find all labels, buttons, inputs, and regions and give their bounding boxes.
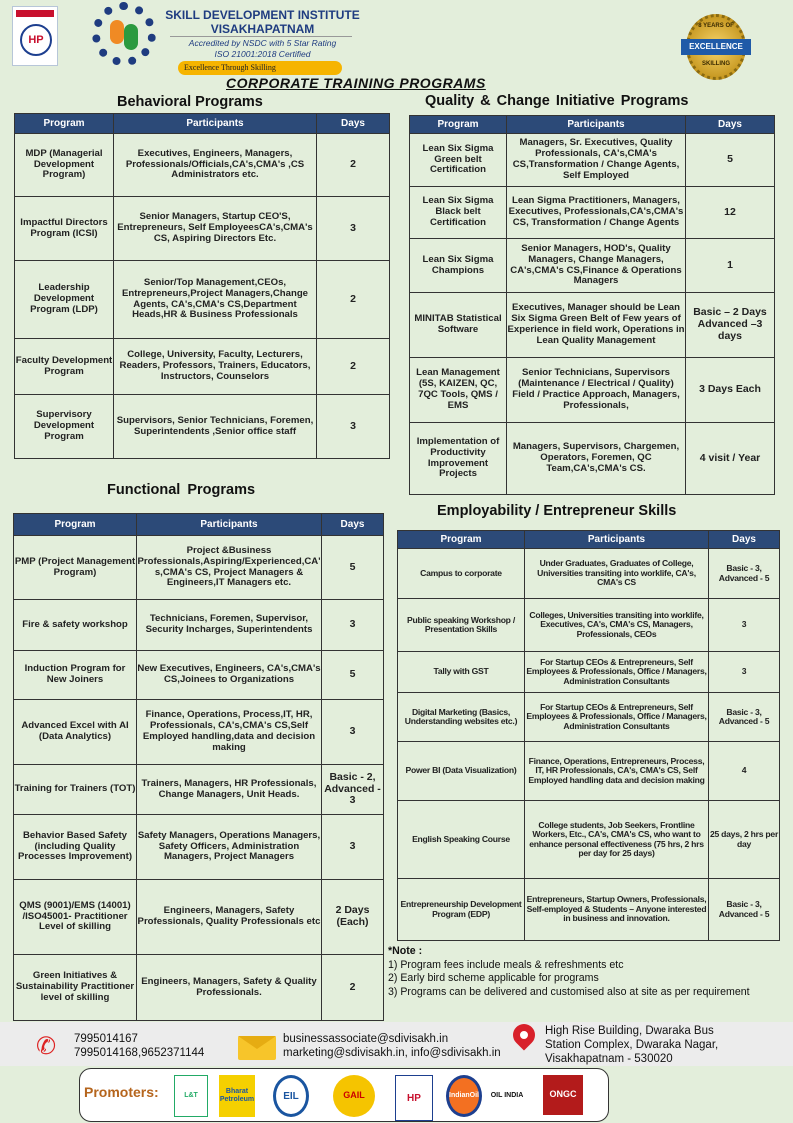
program-cell: English Speaking Course [398, 801, 525, 879]
participants-cell: For Startup CEOs & Entrepreneurs, Self Employees & Professionals, Office / Managers, Administration Consultants [525, 693, 709, 742]
program-cell: Green Initiatives & Sustainability Practitioner level of skilling [14, 955, 137, 1021]
days-cell: 3 [322, 700, 384, 765]
days-cell: 1 [686, 239, 775, 293]
program-cell: Tally with GST [398, 652, 525, 693]
program-cell: Fire & safety workshop [14, 600, 137, 651]
program-cell: Lean Six Sigma Green belt Certification [410, 134, 507, 187]
participants-cell: Under Graduates, Graduates of College, Universities transiting into worklife, CA's, CMA's CS [525, 549, 709, 599]
quality-table [409, 115, 775, 495]
mail-icon [238, 1036, 276, 1060]
column-header-participants: Participants [137, 514, 322, 536]
days-cell: 5 [686, 134, 775, 187]
column-header-days: Days [709, 531, 780, 549]
behavioral-title: Behavioral Programs [117, 94, 263, 110]
program-cell: Public speaking Workshop / Presentation Skills [398, 599, 525, 652]
functional-table [13, 513, 384, 1021]
program-cell: Lean Management (5S, KAIZEN, QC, 7QC Tools, QMS / EMS [410, 358, 507, 423]
participants-cell: Technicians, Foremen, Supervisor, Security Incharges, Superintendents [137, 600, 322, 651]
phone-numbers [74, 1032, 204, 1060]
tagline: Excellence Through Skilling [178, 61, 342, 75]
days-cell: 2 [317, 134, 390, 197]
days-cell: 3 [317, 395, 390, 459]
participants-cell: Trainers, Managers, HR Professionals, Change Managers, Unit Heads. [137, 765, 322, 815]
days-cell: 2 [317, 339, 390, 395]
days-cell: 3 Days Each [686, 358, 775, 423]
notes [388, 945, 790, 999]
hp-logo: HP [12, 6, 58, 66]
org-city: VISAKHAPATNAM [210, 22, 315, 36]
column-header-participants: Participants [507, 116, 686, 134]
table-row [15, 197, 390, 261]
behavioral-table [14, 113, 390, 459]
days-cell: Basic – 2 Days Advanced –3 days [686, 293, 775, 358]
table-row [14, 700, 384, 765]
column-header-program: Program [14, 514, 137, 536]
table-row [410, 187, 775, 239]
participants-cell: Finance, Operations, Process,IT, HR, Professionals, CA's,CMA's CS,Self Employed handling,data and decision making [137, 700, 322, 765]
participants-cell: Project &Business Professionals,Aspiring/Experienced,CA's,CMA's CS, Project Managers & Engineers,IT Managers etc. [137, 536, 322, 600]
table-row [410, 358, 775, 423]
employability-table [397, 530, 780, 941]
promoters-label: Promoters: [84, 1084, 159, 1100]
days-cell: 5 [322, 536, 384, 600]
days-cell: 3 [322, 815, 384, 880]
accreditation: Accredited by NSDC with 5 Star Rating [188, 38, 337, 48]
table-row [15, 134, 390, 197]
table-row [15, 339, 390, 395]
column-header-days: Days [317, 114, 390, 134]
table-row [398, 801, 780, 879]
excellence-badge: 8 YEARS OF EXCELLENCE SKILLING [686, 14, 746, 80]
oil-india-logo: OIL INDIA [490, 1092, 524, 1100]
days-cell: Basic - 2, Advanced - 3 [322, 765, 384, 815]
participants-cell: College, University, Faculty, Lecturers, Readers, Professors, Trainers, Educators, Instructors, Counselors [114, 339, 317, 395]
column-header-participants: Participants [114, 114, 317, 134]
program-cell: Induction Program for New Joiners [14, 651, 137, 700]
table-row [14, 815, 384, 880]
quality-title: Quality & Change Initiative Programs [425, 93, 689, 109]
table-row [14, 651, 384, 700]
participants-cell: Senior Managers, Startup CEO'S, Entrepreneurs, Self EmployeesCA's,CMA's CS, Aspiring Directors Etc. [114, 197, 317, 261]
table-row [15, 395, 390, 459]
notes-heading: *Note : [388, 945, 423, 957]
program-cell: Supervisory Development Program [15, 395, 114, 459]
participants-cell: Engineers, Managers, Safety & Quality Professionals. [137, 955, 322, 1021]
phone-link[interactable]: 7995014168,9652371144 [74, 1047, 205, 1059]
phone-icon: ✆ [36, 1033, 57, 1060]
table-row [15, 261, 390, 339]
days-cell: 3 [317, 197, 390, 261]
column-header-program: Program [410, 116, 507, 134]
note-item: 2) Early bird scheme applicable for programs [388, 972, 599, 984]
participants-cell: College students, Job Seekers, Frontline Workers, Etc., CA's, CMA's CS, who want to enhance personal effectiveness (75 hrs, 2 hrs per day for 25 days) [525, 801, 709, 879]
days-cell: 3 [709, 599, 780, 652]
table-row [14, 880, 384, 955]
ongc-logo: ONGC [543, 1075, 583, 1115]
note-item: 3) Programs can be delivered and customised also at site as per requirement [388, 985, 750, 998]
address-line: Visakhapatnam - 530020 [545, 1053, 673, 1065]
participants-cell: Executives, Engineers, Managers, Professionals/Officials,CA's,CMA's ,CS Administrators etc. [114, 134, 317, 197]
program-cell: Campus to corporate [398, 549, 525, 599]
table-row [14, 765, 384, 815]
program-cell: Lean Six Sigma Black belt Certification [410, 187, 507, 239]
participants-cell: Supervisors, Senior Technicians, Foremen, Superintendents ,Senior office staff [114, 395, 317, 459]
participants-cell: Finance, Operations, Entrepreneurs, Process, IT, HR Professionals, CA's, CMA's CS, Self Employed handling data and decision making [525, 742, 709, 801]
note-item: 1) Program fees include meals & refreshments etc [388, 958, 624, 971]
participants-cell: Senior Managers, HOD's, Quality Managers, Change Managers, CA's,CMA's CS,Finance & Operations Managers [507, 239, 686, 293]
table-row [410, 423, 775, 495]
program-cell: Digital Marketing (Basics, Understanding websites etc.) [398, 693, 525, 742]
participants-cell: Lean Sigma Practitioners, Managers, Executives, Professionals,CA's,CMA's CS, Transformation / Change Agents [507, 187, 686, 239]
table-row [398, 652, 780, 693]
hp-promoter-logo: HP [395, 1075, 433, 1121]
page-title: CORPORATE TRAINING PROGRAMS [226, 75, 486, 91]
days-cell: 3 [709, 652, 780, 693]
participants-cell: Engineers, Managers, Safety Professionals, Quality Professionals etc [137, 880, 322, 955]
program-cell: PMP (Project Management Program) [14, 536, 137, 600]
column-header-days: Days [322, 514, 384, 536]
lt-logo: L&T [174, 1075, 208, 1117]
days-cell: 4 visit / Year [686, 423, 775, 495]
participants-cell: Managers, Supervisors, Chargemen, Operators, Foremen, QC Team,CA's,CMA's CS. [507, 423, 686, 495]
participants-cell: Entrepreneurs, Startup Owners, Professionals, Self-employed & Students – Anyone interested in business and innovation. [525, 879, 709, 941]
days-cell: 2 [322, 955, 384, 1021]
days-cell: 2 Days (Each) [322, 880, 384, 955]
program-cell: Lean Six Sigma Champions [410, 239, 507, 293]
program-cell: Advanced Excel with AI (Data Analytics) [14, 700, 137, 765]
column-header-program: Program [15, 114, 114, 134]
email-link[interactable]: businessassociate@sdivisakh.in [283, 1033, 449, 1045]
days-cell: Basic - 3, Advanced - 5 [709, 879, 780, 941]
participants-cell: Managers, Sr. Executives, Quality Professionals, CA's,CMA's CS,Transformation / Change Agents, Self Employed [507, 134, 686, 187]
table-header [398, 531, 780, 549]
address-line: High Rise Building, Dwaraka Bus [545, 1025, 714, 1037]
org-name: SKILL DEVELOPMENT INSTITUTE [165, 8, 360, 22]
program-cell: Impactful Directors Program (ICSI) [15, 197, 114, 261]
days-cell: 12 [686, 187, 775, 239]
participants-cell: Colleges, Universities transiting into worklife, Executives, CA's, CMA's CS, Managers, Professionals, CEOs [525, 599, 709, 652]
program-cell: MINITAB Statistical Software [410, 293, 507, 358]
address [545, 1024, 745, 1066]
sdi-logo [92, 2, 156, 66]
table-header [15, 114, 390, 134]
email-link[interactable]: marketing@sdivisakh.in, info@sdivisakh.in [283, 1047, 501, 1059]
program-cell: Entrepreneurship Development Program (EDP) [398, 879, 525, 941]
program-cell: Implementation of Productivity Improvement Projects [410, 423, 507, 495]
table-row [14, 536, 384, 600]
table-row [14, 955, 384, 1021]
table-row [398, 742, 780, 801]
emails [283, 1032, 501, 1060]
table-header [410, 116, 775, 134]
days-cell: Basic - 3, Advanced - 5 [709, 549, 780, 599]
participants-cell: Executives, Manager should be Lean Six Sigma Green Belt of Few years of Experience in field work, Operations in Lean Quality Management [507, 293, 686, 358]
employability-title: Employability / Entrepreneur Skills [437, 503, 677, 519]
participants-cell: Senior Technicians, Supervisors (Maintenance / Electrical / Quality) Field / Practice Approach, Managers, Professionals, [507, 358, 686, 423]
program-cell: QMS (9001)/EMS (14001) /ISO45001- Practitioner Level of skilling [14, 880, 137, 955]
column-header-participants: Participants [525, 531, 709, 549]
participants-cell: New Executives, Engineers, CA's,CMA's CS,Joinees to Organizations [137, 651, 322, 700]
days-cell: 3 [322, 600, 384, 651]
days-cell: 25 days, 2 hrs per day [709, 801, 780, 879]
bpcl-logo: Bharat Petroleum [219, 1075, 255, 1117]
column-header-program: Program [398, 531, 525, 549]
days-cell: 4 [709, 742, 780, 801]
table-row [410, 134, 775, 187]
table-row [398, 693, 780, 742]
divider [170, 36, 352, 37]
functional-title: Functional Programs [107, 482, 256, 498]
address-line: Station Complex, Dwaraka Nagar, [545, 1039, 719, 1051]
table-header [14, 514, 384, 536]
program-cell: Training for Trainers (TOT) [14, 765, 137, 815]
gail-logo: GAIL [333, 1075, 375, 1117]
indianoil-logo: IndianOil [446, 1075, 482, 1117]
program-cell: Faculty Development Program [15, 339, 114, 395]
iso-certification: ISO 21001:2018 Certified [214, 49, 311, 59]
eil-logo: EIL [273, 1075, 309, 1117]
phone-link[interactable]: 7995014167 [74, 1033, 138, 1045]
program-cell: MDP (Managerial Development Program) [15, 134, 114, 197]
program-cell: Behavior Based Safety (including Quality Processes Improvement) [14, 815, 137, 880]
table-row [398, 879, 780, 941]
participants-cell: Senior/Top Management,CEOs, Entrepreneurs,Project Managers,Change Agents, CA's,CMA's CS,Department Heads,HR & Business Professionals [114, 261, 317, 339]
days-cell: 5 [322, 651, 384, 700]
participants-cell: Safety Managers, Operations Managers, Safety Officers, Administration Managers, Project Managers [137, 815, 322, 880]
days-cell: Basic - 3, Advanced - 5 [709, 693, 780, 742]
table-row [14, 600, 384, 651]
program-cell: Leadership Development Program (LDP) [15, 261, 114, 339]
participants-cell: For Startup CEOs & Entrepreneurs, Self Employees & Professionals, Office / Managers, Administration Consultants [525, 652, 709, 693]
program-cell: Power BI (Data Visualization) [398, 742, 525, 801]
column-header-days: Days [686, 116, 775, 134]
table-row [398, 599, 780, 652]
table-row [410, 293, 775, 358]
table-row [410, 239, 775, 293]
table-row [398, 549, 780, 599]
days-cell: 2 [317, 261, 390, 339]
